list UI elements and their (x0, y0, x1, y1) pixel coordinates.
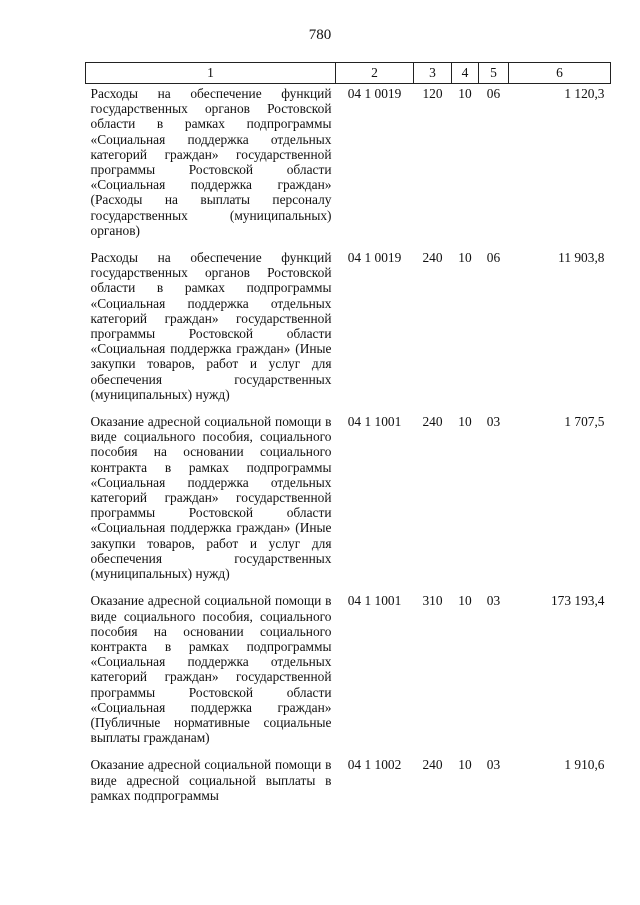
row-amount: 173 193,4 (550, 593, 605, 609)
column-header-6: 6 (509, 63, 611, 84)
table-row (86, 84, 611, 249)
row-subsection: 03 (486, 757, 501, 773)
table-body (86, 84, 611, 813)
row-target-article: 04 1 1001 (347, 414, 402, 430)
row-amount: 1 707,5 (564, 414, 605, 430)
row-expense-type: 240 (422, 757, 443, 773)
row-target-article: 04 1 1001 (347, 593, 402, 609)
table-row (86, 755, 611, 813)
row-description: Оказание адресной социальной помощи в виде социального пособия, социального пособия на основании социального контракта в рамках подпрограммы «Социальная поддержка отдельных категорий граждан» государственной программы Ростовской области «Социальная поддержка граждан» (Публичные нормативные социальные выплаты гражданам) (90, 593, 332, 746)
table-row (86, 412, 611, 591)
column-header-4: 4 (452, 63, 479, 84)
row-description: Расходы на обеспечение функций государственных органов Ростовской области в рамках подпрограммы «Социальная поддержка отдельных категорий граждан» государственной программы Ростовской области «Социальная поддержка граждан» (Расходы на выплаты персоналу государственных (муниципальных) органов) (90, 86, 332, 238)
row-amount: 11 903,8 (558, 250, 605, 266)
row-target-article: 04 1 1002 (347, 757, 402, 773)
row-description: Расходы на обеспечение функций государственных органов Ростовской области в рамках подпрограммы «Социальная поддержка отдельных категорий граждан» государственной программы Ростовской области «Социальная поддержка граждан» (Иные закупки товаров, работ и услуг для обеспечения государственных (муниципальных) нужд) (90, 250, 332, 402)
row-subsection: 06 (486, 86, 501, 101)
column-header-3: 3 (414, 63, 452, 84)
header-row (86, 63, 611, 84)
page-number: 780 (308, 27, 332, 43)
row-subsection: 03 (486, 414, 501, 430)
table-header (86, 63, 611, 84)
column-header-2: 2 (336, 63, 414, 84)
column-header-5: 5 (479, 63, 509, 84)
row-description: Оказание адресной социальной помощи в виде адресной социальной выплаты в рамках подпрограммы (90, 757, 332, 803)
budget-table (85, 62, 611, 813)
row-section: 10 (458, 250, 472, 266)
row-expense-type: 240 (422, 414, 443, 430)
table-row (86, 248, 611, 412)
row-target-article: 04 1 0019 (347, 250, 402, 266)
row-section: 10 (458, 86, 472, 101)
row-target-article: 04 1 0019 (347, 86, 402, 101)
row-section: 10 (458, 414, 472, 430)
row-amount: 1 120,3 (564, 86, 605, 101)
row-expense-type: 310 (422, 593, 443, 609)
row-description: Оказание адресной социальной помощи в виде социального пособия, социального пособия на основании социального контракта в рамках подпрограммы «Социальная поддержка отдельных категорий граждан» государственной программы Ростовской области «Социальная поддержка граждан» (Иные закупки товаров, работ и услуг для обеспечения государственных (муниципальных) нужд) (90, 414, 332, 582)
table-row (86, 591, 611, 755)
row-expense-type: 240 (422, 250, 443, 266)
row-amount: 1 910,6 (564, 757, 605, 773)
row-section: 10 (458, 757, 472, 773)
row-section: 10 (458, 593, 472, 609)
row-expense-type: 120 (422, 86, 443, 101)
row-subsection: 03 (486, 593, 501, 609)
column-header-1: 1 (86, 63, 336, 84)
row-subsection: 06 (486, 250, 501, 266)
